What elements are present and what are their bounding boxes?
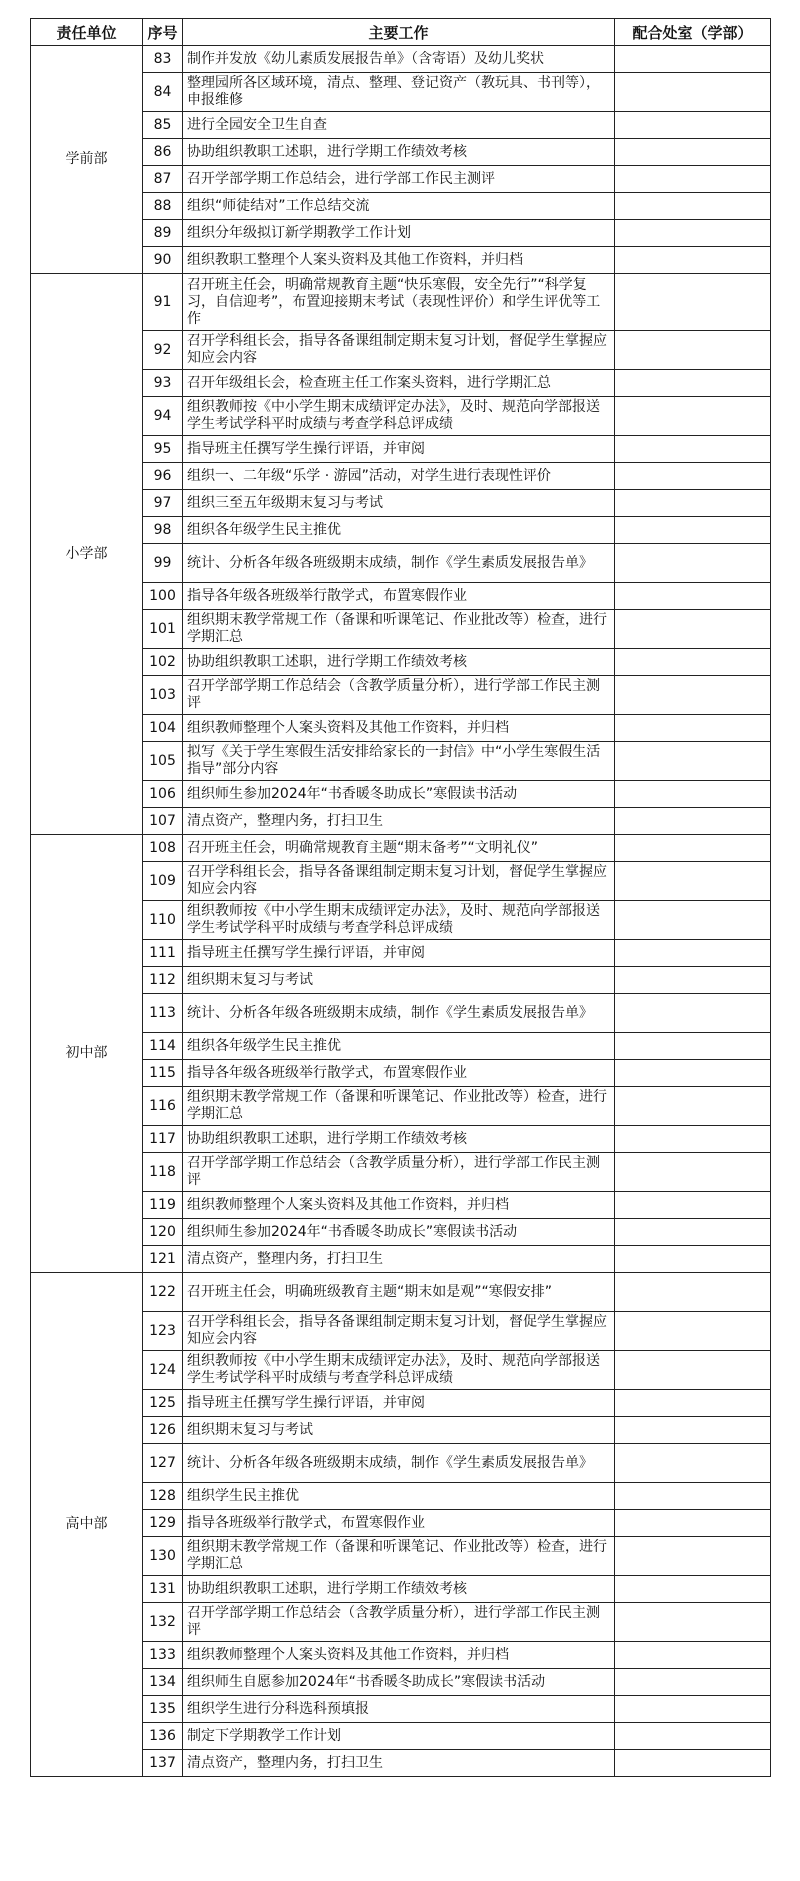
row-number: 132 (143, 1603, 183, 1642)
task-cell: 召开学部学期工作总结会（含教学质量分析），进行学部工作民主测评 (183, 1153, 615, 1192)
task-cell: 组织师生自愿参加2024年“书香暖冬助成长”寒假读书活动 (183, 1669, 615, 1696)
dept-cell (615, 940, 771, 967)
task-cell: 组织师生参加2024年“书香暖冬助成长”寒假读书活动 (183, 781, 615, 808)
table-row (31, 1273, 771, 1312)
row-number: 112 (143, 967, 183, 994)
task-cell: 制定下学期教学工作计划 (183, 1723, 615, 1750)
task-cell: 召开学科组长会，指导各备课组制定期末复习计划，督促学生掌握应知应会内容 (183, 1312, 615, 1351)
dept-cell (615, 1669, 771, 1696)
dept-cell (615, 436, 771, 463)
row-number: 117 (143, 1126, 183, 1153)
task-cell: 指导各年级各班级举行散学式，布置寒假作业 (183, 1060, 615, 1087)
dept-cell (615, 1483, 771, 1510)
dept-cell (615, 715, 771, 742)
task-cell: 组织各年级学生民主推优 (183, 1033, 615, 1060)
row-number: 96 (143, 463, 183, 490)
task-cell: 组织期末教学常规工作（备课和听课笔记、作业批改等）检查，进行学期汇总 (183, 610, 615, 649)
task-cell: 组织教师按《中小学生期末成绩评定办法》，及时、规范向学部报送学生考试学科平时成绩与考查学科总评成绩 (183, 397, 615, 436)
task-cell: 组织分年级拟订新学期教学工作计划 (183, 220, 615, 247)
task-cell: 召开学科组长会，指导各备课组制定期末复习计划，督促学生掌握应知应会内容 (183, 331, 615, 370)
dept-cell (615, 1312, 771, 1351)
dept-cell (615, 901, 771, 940)
task-cell: 指导各班级举行散学式，布置寒假作业 (183, 1510, 615, 1537)
dept-cell (615, 331, 771, 370)
row-number: 135 (143, 1696, 183, 1723)
row-number: 131 (143, 1576, 183, 1603)
dept-cell (615, 463, 771, 490)
row-number: 111 (143, 940, 183, 967)
dept-cell (615, 835, 771, 862)
dept-cell (615, 1576, 771, 1603)
row-number: 84 (143, 73, 183, 112)
row-number: 114 (143, 1033, 183, 1060)
dept-cell (615, 994, 771, 1033)
dept-cell (615, 193, 771, 220)
dept-cell (615, 397, 771, 436)
task-cell: 进行全园安全卫生自查 (183, 112, 615, 139)
task-cell: 组织学生民主推优 (183, 1483, 615, 1510)
row-number: 137 (143, 1750, 183, 1777)
dept-cell (615, 1444, 771, 1483)
dept-cell (615, 781, 771, 808)
row-number: 100 (143, 583, 183, 610)
row-number: 88 (143, 193, 183, 220)
unit-cell: 高中部 (31, 1273, 143, 1777)
task-cell: 召开学科组长会，指导各备课组制定期末复习计划，督促学生掌握应知应会内容 (183, 862, 615, 901)
row-number: 91 (143, 274, 183, 331)
row-number: 92 (143, 331, 183, 370)
dept-cell (615, 1219, 771, 1246)
row-number: 105 (143, 742, 183, 781)
task-cell: 指导班主任撰写学生操行评语，并审阅 (183, 1390, 615, 1417)
row-number: 86 (143, 139, 183, 166)
row-number: 87 (143, 166, 183, 193)
task-cell: 组织教师整理个人案头资料及其他工作资料，并归档 (183, 1642, 615, 1669)
table-row (31, 274, 771, 331)
task-cell: 组织“师徒结对”工作总结交流 (183, 193, 615, 220)
dept-cell (615, 73, 771, 112)
header-task: 主要工作 (183, 19, 615, 46)
task-cell: 清点资产，整理内务，打扫卫生 (183, 808, 615, 835)
task-cell: 制作并发放《幼儿素质发展报告单》（含寄语）及幼儿奖状 (183, 46, 615, 73)
task-cell: 协助组织教职工述职，进行学期工作绩效考核 (183, 1576, 615, 1603)
dept-cell (615, 1246, 771, 1273)
row-number: 89 (143, 220, 183, 247)
work-plan-table (30, 18, 771, 1777)
row-number: 90 (143, 247, 183, 274)
dept-cell (615, 649, 771, 676)
task-cell: 召开年级组长会，检查班主任工作案头资料，进行学期汇总 (183, 370, 615, 397)
row-number: 110 (143, 901, 183, 940)
row-number: 93 (143, 370, 183, 397)
dept-cell (615, 742, 771, 781)
header-dept: 配合处室（学部） (615, 19, 771, 46)
row-number: 94 (143, 397, 183, 436)
dept-cell (615, 1273, 771, 1312)
dept-cell (615, 1126, 771, 1153)
dept-cell (615, 517, 771, 544)
row-number: 98 (143, 517, 183, 544)
task-cell: 协助组织教职工述职，进行学期工作绩效考核 (183, 139, 615, 166)
dept-cell (615, 583, 771, 610)
row-number: 118 (143, 1153, 183, 1192)
dept-cell (615, 1417, 771, 1444)
row-number: 97 (143, 490, 183, 517)
row-number: 122 (143, 1273, 183, 1312)
task-cell: 指导班主任撰写学生操行评语，并审阅 (183, 940, 615, 967)
task-cell: 指导各年级各班级举行散学式，布置寒假作业 (183, 583, 615, 610)
row-number: 123 (143, 1312, 183, 1351)
task-cell: 召开班主任会，明确班级教育主题“期末如是观”“寒假安排” (183, 1273, 615, 1312)
task-cell: 组织三至五年级期末复习与考试 (183, 490, 615, 517)
dept-cell (615, 610, 771, 649)
row-number: 115 (143, 1060, 183, 1087)
dept-cell (615, 544, 771, 583)
task-cell: 召开班主任会，明确常规教育主题“期末备考”“文明礼仪” (183, 835, 615, 862)
row-number: 125 (143, 1390, 183, 1417)
row-number: 99 (143, 544, 183, 583)
dept-cell (615, 1192, 771, 1219)
task-cell: 组织期末复习与考试 (183, 967, 615, 994)
task-cell: 协助组织教职工述职，进行学期工作绩效考核 (183, 1126, 615, 1153)
row-number: 109 (143, 862, 183, 901)
task-cell: 组织教师整理个人案头资料及其他工作资料，并归档 (183, 1192, 615, 1219)
row-number: 129 (143, 1510, 183, 1537)
row-number: 128 (143, 1483, 183, 1510)
dept-cell (615, 247, 771, 274)
row-number: 136 (143, 1723, 183, 1750)
dept-cell (615, 1750, 771, 1777)
task-cell: 组织教师按《中小学生期末成绩评定办法》，及时、规范向学部报送学生考试学科平时成绩与考查学科总评成绩 (183, 1351, 615, 1390)
dept-cell (615, 1153, 771, 1192)
dept-cell (615, 1060, 771, 1087)
table-body (31, 46, 771, 1777)
row-number: 133 (143, 1642, 183, 1669)
row-number: 121 (143, 1246, 183, 1273)
task-cell: 组织学生进行分科选科预填报 (183, 1696, 615, 1723)
task-cell: 组织各年级学生民主推优 (183, 517, 615, 544)
dept-cell (615, 166, 771, 193)
dept-cell (615, 112, 771, 139)
dept-cell (615, 1390, 771, 1417)
dept-cell (615, 1033, 771, 1060)
row-number: 106 (143, 781, 183, 808)
row-number: 113 (143, 994, 183, 1033)
row-number: 102 (143, 649, 183, 676)
dept-cell (615, 967, 771, 994)
row-number: 130 (143, 1537, 183, 1576)
dept-cell (615, 1087, 771, 1126)
row-number: 104 (143, 715, 183, 742)
row-number: 85 (143, 112, 183, 139)
table-row (31, 835, 771, 862)
task-cell: 清点资产，整理内务，打扫卫生 (183, 1750, 615, 1777)
row-number: 101 (143, 610, 183, 649)
task-cell: 统计、分析各年级各班级期末成绩，制作《学生素质发展报告单》 (183, 994, 615, 1033)
dept-cell (615, 808, 771, 835)
task-cell: 召开学部学期工作总结会（含教学质量分析），进行学部工作民主测评 (183, 1603, 615, 1642)
dept-cell (615, 490, 771, 517)
task-cell: 召开学部学期工作总结会（含教学质量分析），进行学部工作民主测评 (183, 676, 615, 715)
task-cell: 清点资产，整理内务，打扫卫生 (183, 1246, 615, 1273)
task-cell: 整理园所各区域环境，清点、整理、登记资产（教玩具、书刊等），申报维修 (183, 73, 615, 112)
unit-cell: 初中部 (31, 835, 143, 1273)
dept-cell (615, 274, 771, 331)
task-cell: 召开学部学期工作总结会，进行学部工作民主测评 (183, 166, 615, 193)
task-cell: 召开班主任会，明确常规教育主题“快乐寒假，安全先行”“科学复习，自信迎考”，布置迎接期末考试（表现性评价）和学生评优等工作 (183, 274, 615, 331)
dept-cell (615, 139, 771, 166)
dept-cell (615, 1351, 771, 1390)
row-number: 95 (143, 436, 183, 463)
dept-cell (615, 676, 771, 715)
header-unit: 责任单位 (31, 19, 143, 46)
row-number: 127 (143, 1444, 183, 1483)
unit-cell: 小学部 (31, 274, 143, 835)
dept-cell (615, 1723, 771, 1750)
task-cell: 组织教职工整理个人案头资料及其他工作资料，并归档 (183, 247, 615, 274)
task-cell: 拟写《关于学生寒假生活安排给家长的一封信》中“小学生寒假生活指导”部分内容 (183, 742, 615, 781)
task-cell: 组织教师整理个人案头资料及其他工作资料，并归档 (183, 715, 615, 742)
row-number: 124 (143, 1351, 183, 1390)
dept-cell (615, 862, 771, 901)
task-cell: 统计、分析各年级各班级期末成绩，制作《学生素质发展报告单》 (183, 544, 615, 583)
row-number: 103 (143, 676, 183, 715)
task-cell: 组织期末复习与考试 (183, 1417, 615, 1444)
row-number: 126 (143, 1417, 183, 1444)
row-number: 119 (143, 1192, 183, 1219)
row-number: 116 (143, 1087, 183, 1126)
table-row (31, 46, 771, 73)
dept-cell (615, 370, 771, 397)
dept-cell (615, 46, 771, 73)
row-number: 83 (143, 46, 183, 73)
dept-cell (615, 1603, 771, 1642)
row-number: 107 (143, 808, 183, 835)
header-row (31, 19, 771, 46)
task-cell: 统计、分析各年级各班级期末成绩，制作《学生素质发展报告单》 (183, 1444, 615, 1483)
task-cell: 组织一、二年级“乐学 · 游园”活动，对学生进行表现性评价 (183, 463, 615, 490)
unit-cell: 学前部 (31, 46, 143, 274)
dept-cell (615, 1537, 771, 1576)
task-cell: 组织期末教学常规工作（备课和听课笔记、作业批改等）检查，进行学期汇总 (183, 1537, 615, 1576)
row-number: 134 (143, 1669, 183, 1696)
task-cell: 组织教师按《中小学生期末成绩评定办法》，及时、规范向学部报送学生考试学科平时成绩与考查学科总评成绩 (183, 901, 615, 940)
task-cell: 组织期末教学常规工作（备课和听课笔记、作业批改等）检查，进行学期汇总 (183, 1087, 615, 1126)
dept-cell (615, 1642, 771, 1669)
dept-cell (615, 1510, 771, 1537)
header-num: 序号 (143, 19, 183, 46)
row-number: 120 (143, 1219, 183, 1246)
row-number: 108 (143, 835, 183, 862)
task-cell: 组织师生参加2024年“书香暖冬助成长”寒假读书活动 (183, 1219, 615, 1246)
task-cell: 指导班主任撰写学生操行评语，并审阅 (183, 436, 615, 463)
dept-cell (615, 1696, 771, 1723)
task-cell: 协助组织教职工述职，进行学期工作绩效考核 (183, 649, 615, 676)
dept-cell (615, 220, 771, 247)
